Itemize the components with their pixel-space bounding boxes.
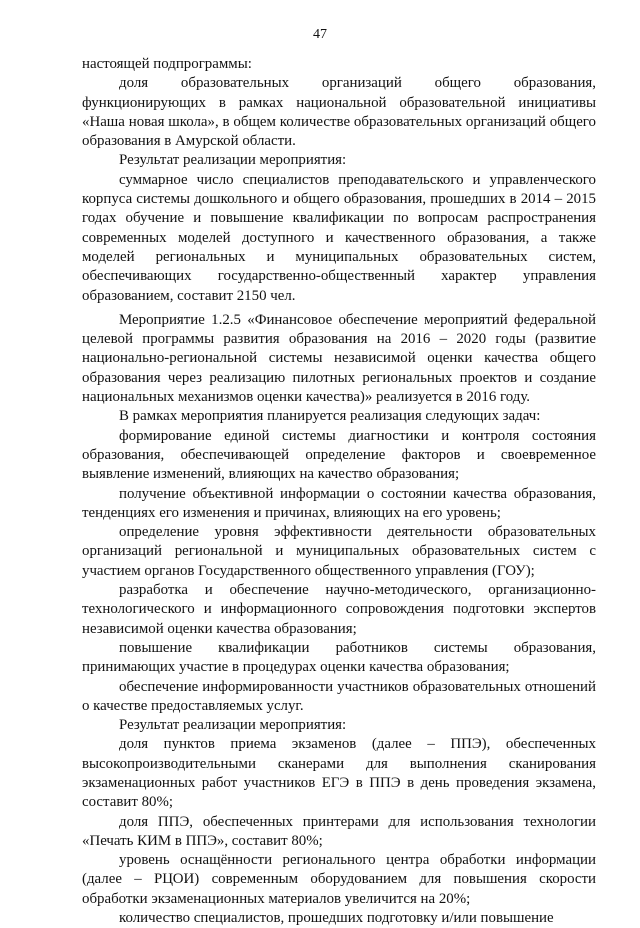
paragraph: уровень оснащённости регионального центра обработки информации (далее – РЦОИ) современным оборудованием для повышения скорости обработки экзаменационных материалов увеличится на 20%;	[82, 852, 596, 907]
paragraph: настоящей подпрограммы:	[82, 56, 252, 72]
document-body	[82, 55, 596, 928]
paragraph: Мероприятие 1.2.5 «Финансовое обеспечение мероприятий федеральной целевой программы развития образования на 2016 – 2020 годы (развитие национально-региональной системы независимой оценки качества общего образования через реализацию пилотных региональных проектов и создание национальных механизмов оценки качества)» реализуется в 2016 году.	[82, 311, 596, 406]
paragraph: доля пунктов приема экзаменов (далее – ППЭ), обеспеченных высокопроизводительными сканерами для выполнения сканирования экзаменационных работ участников ЕГЭ в ППЭ в день проведения экзамена, составит 80%;	[82, 736, 596, 811]
paragraph: доля ППЭ, обеспеченных принтерами для использования технологии «Печать КИМ в ППЭ», составит 80%;	[82, 813, 596, 849]
paragraph: повышение квалификации работников системы образования, принимающих участие в процедурах оценки качества образования;	[82, 639, 596, 676]
page-number: 47	[313, 27, 327, 42]
paragraph: обеспечение информированности участников образовательных отношений о качестве предоставляемых услуг.	[82, 678, 596, 714]
paragraph: Результат реализации мероприятия:	[119, 152, 347, 169]
paragraph: получение объективной информации о состоянии качества образования, тенденциях его изменения и причинах, влияющих на его уровень;	[82, 485, 596, 521]
paragraph: суммарное число специалистов преподавательского и управленческого корпуса системы дошкольного и общего образования, прошедших в 2014 – 2015 годах обучение и повышение квалификации по вопросам распространения современных моделей доступного и качественного образования, а также моделей региональных и муниципальных образовательных систем, обеспечивающих государственно-общественный характер управления образованием, составит 2150 чел.	[82, 171, 596, 304]
paragraph: количество специалистов, прошедших подготовку и/или повышение	[119, 910, 554, 927]
paragraph: формирование единой системы диагностики и контроля состояния образования, обеспечивающей определение факторов и своевременное выявление изменений, влияющих на качество образования;	[82, 427, 596, 483]
paragraph: Результат реализации мероприятия:	[119, 717, 347, 734]
paragraph: определение уровня эффективности деятельности образовательных организаций региональной и муниципальных образовательных систем с участием органов Государственного общественного управления (ГОУ);	[82, 524, 596, 579]
paragraph: разработка и обеспечение научно-методического, организационно-технологического и информационного сопровождения подготовки экспертов независимой оценки качества образования;	[82, 582, 596, 637]
paragraph: доля образовательных организаций общего образования, функционирующих в рамках национальной образовательной инициативы «Наша новая школа», в общем количестве образовательных организаций общего образования в Амурской области.	[82, 75, 596, 150]
paragraph: В рамках мероприятия планируется реализация следующих задач:	[119, 408, 541, 425]
